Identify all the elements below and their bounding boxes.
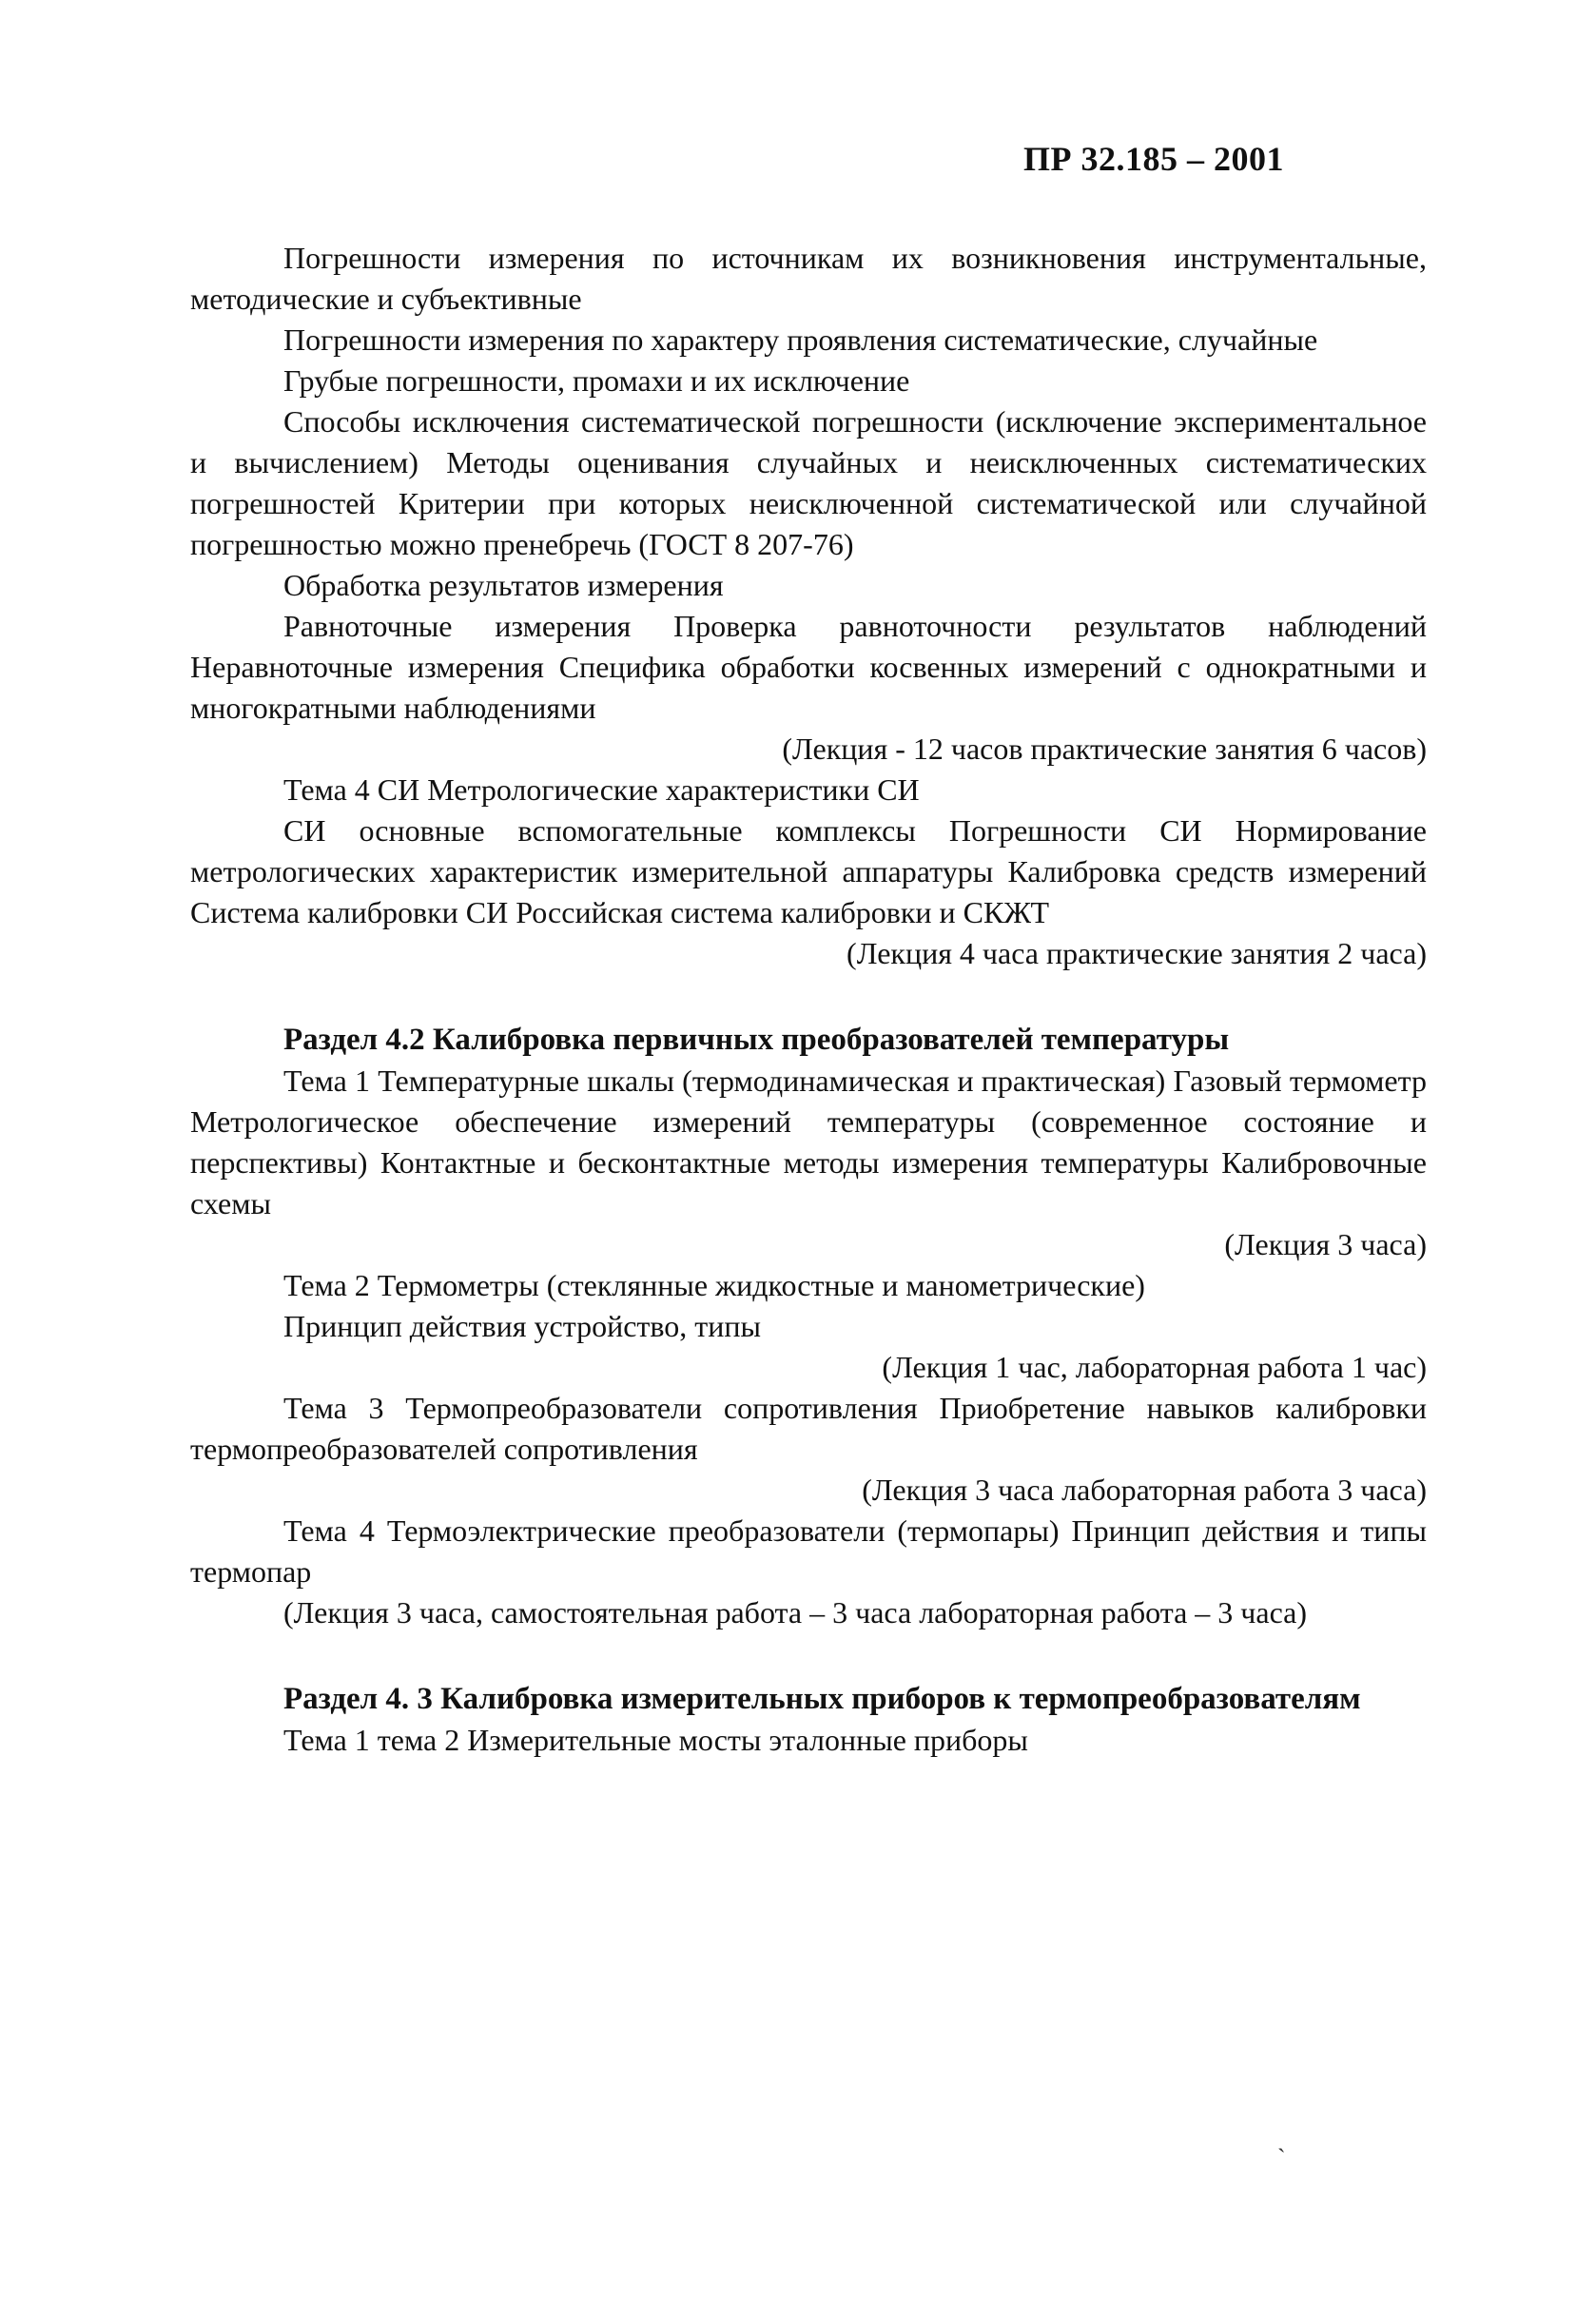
document-body <box>190 228 1427 1761</box>
corner-mark: ` <box>1277 2144 1286 2172</box>
paragraph: Способы исключения систематической погрешности (исключение экспериментальное и вычислением) Методы оценивания случайных и неисключенных систематических погрешностей Критерии при которых неисключенной систематической или случайной погрешностью можно пренебречь (ГОСТ 8 207-76) <box>190 404 1427 561</box>
paragraph: Равноточные измерения Проверка равноточности результатов наблюдений Неравноточные измерения Специфика обработки косвенных измерений с однократными и многократными наблюдениями <box>190 609 1427 725</box>
topic-title: Тема 4 СИ Метрологические характеристики СИ <box>283 772 920 807</box>
hours-note: (Лекция 3 часа) <box>1224 1227 1427 1261</box>
paragraph: Грубые погрешности, промахи и их исключение <box>283 363 910 398</box>
paragraph: Принцип действия устройство, типы <box>283 1309 761 1343</box>
hours-note: (Лекция - 12 часов практические занятия 6 часов) <box>782 732 1427 766</box>
paragraph: Тема 1 Температурные шкалы (термодинамическая и практическая) Газовый термометр Метрологическое обеспечение измерений температуры (современное состояние и перспективы) Контактные и бесконтактные методы измерения температуры Калибровочные схемы <box>190 1064 1427 1220</box>
paragraph: Тема 3 Термопреобразователи сопротивления Приобретение навыков калибровки термопреобразователей сопротивления <box>190 1391 1427 1466</box>
document-code: ПР 32.185 – 2001 <box>1023 140 1284 178</box>
topic-title: Тема 2 Термометры (стеклянные жидкостные и манометрические) <box>283 1268 1145 1302</box>
paragraph: Погрешности измерения по характеру проявления систематические, случайные <box>283 322 1318 357</box>
paragraph: Погрешности измерения по источникам их возникновения инструментальные, методические и субъективные <box>190 241 1427 316</box>
paragraph: Тема 4 Термоэлектрические преобразователи (термопары) Принцип действия и типы термопар <box>190 1513 1427 1589</box>
hours-note: (Лекция 1 час, лабораторная работа 1 час) <box>882 1350 1427 1384</box>
hours-note: (Лекция 4 часа практические занятия 2 часа) <box>847 936 1427 970</box>
section-heading: Раздел 4. 3 Калибровка измерительных приборов к термопреобразователям <box>283 1682 1361 1716</box>
hours-note: (Лекция 3 часа лабораторная работа 3 часа) <box>862 1473 1427 1507</box>
hours-note: (Лекция 3 часа, самостоятельная работа – 3 часа лабораторная работа – 3 часа) <box>283 1595 1308 1630</box>
paragraph: Тема 1 тема 2 Измерительные мосты эталонные приборы <box>283 1723 1028 1757</box>
paragraph: СИ основные вспомогательные комплексы Погрешности СИ Нормирование метрологических характеристик измерительной аппаратуры Калибровка средств измерений Система калибровки СИ Российская система калибровки и СКЖТ <box>190 813 1427 929</box>
paragraph: Обработка результатов измерения <box>283 568 724 602</box>
section-heading: Раздел 4.2 Калибровка первичных преобразователей температуры <box>283 1023 1230 1057</box>
